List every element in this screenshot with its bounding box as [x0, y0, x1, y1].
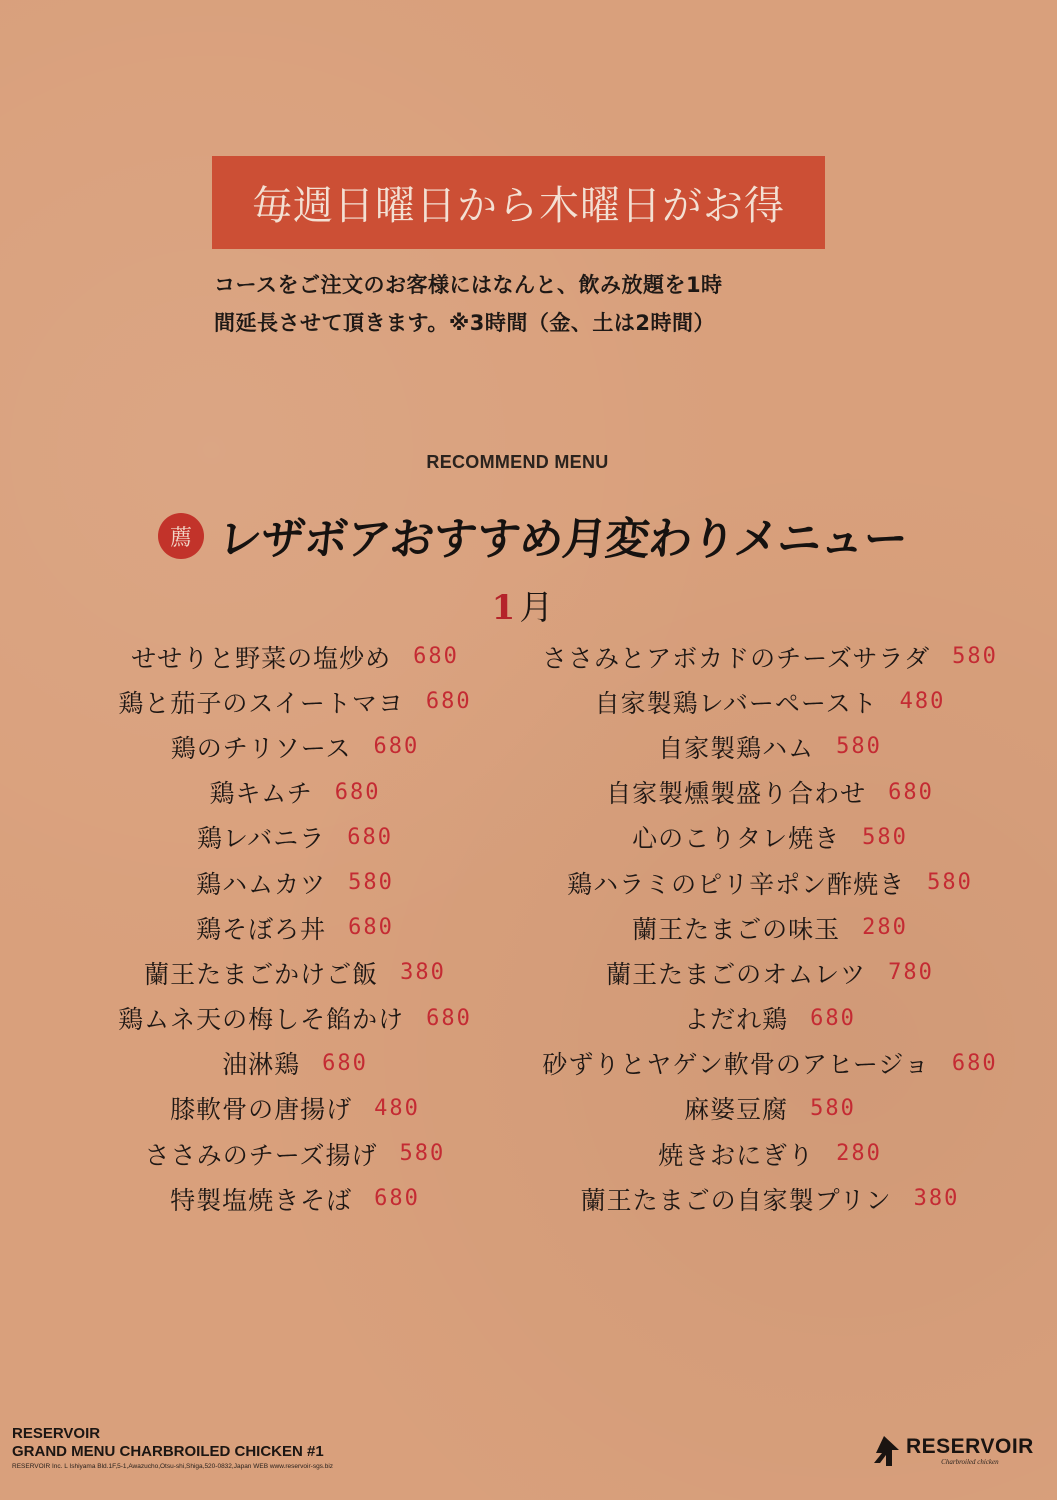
menu-item-price: 680	[334, 779, 381, 805]
promo-note-line-1: コースをご注文のお客様にはなんと、飲み放題を1時	[214, 273, 723, 297]
seal-char: 薦	[169, 525, 192, 551]
menu-item-price: 680	[322, 1050, 368, 1076]
monthly-menu-title: レザボアおすすめ月変わりメニュー	[215, 514, 910, 565]
menu-item	[530, 996, 1010, 1041]
menu-item	[530, 1086, 1010, 1131]
menu-item-price: 580	[810, 1095, 856, 1121]
menu-item	[530, 634, 1010, 679]
recommend-seal-icon	[158, 513, 204, 559]
menu-item-price: 680	[888, 779, 934, 805]
menu-item	[530, 724, 1010, 769]
menu-item	[60, 815, 530, 860]
menu-item	[60, 905, 530, 950]
promo-note-line-2: 間延長させて頂きます。※3時間（金、土は2時間）	[214, 311, 715, 335]
menu-item-name: 焼きおにぎり	[658, 1140, 815, 1170]
footer-address: RESERVOIR Inc. L Ishiyama Bld.1F,5-1,Awazucho,Otsu-shi,Shiga,520-0832,Japan WEB www.reservoir-sgs.biz	[12, 1463, 334, 1470]
menu-item-price: 680	[373, 734, 420, 760]
menu-item-name: 鶏そぼろ丼	[196, 914, 327, 944]
promo-title: 毎週日曜日から木曜日がお得	[252, 183, 785, 229]
menu-item-name: 鶏ハラミのピリ辛ポン酢焼き	[567, 869, 906, 899]
section-label: RECOMMEND MENU	[426, 452, 609, 472]
menu-item-name: よだれ鶏	[684, 1005, 789, 1035]
menu-item	[60, 950, 530, 995]
promo-note	[214, 266, 854, 342]
menu-item-price: 680	[426, 1005, 472, 1031]
menu-item-price: 580	[836, 734, 882, 760]
menu-item-name: ささみのチーズ揚げ	[144, 1140, 378, 1170]
menu-item-price: 380	[913, 1186, 960, 1212]
menu-item	[60, 770, 530, 815]
menu-column-left	[60, 634, 530, 1221]
menu-item	[530, 1041, 1010, 1086]
menu-item-price: 580	[862, 824, 908, 850]
menu-item-price: 580	[348, 870, 394, 896]
menu-item-price: 480	[899, 689, 946, 715]
menu-item-name: 麻婆豆腐	[684, 1095, 789, 1125]
menu-item-price: 680	[951, 1050, 998, 1076]
month-unit: 月	[519, 588, 554, 628]
footer-menu-title: GRAND MENU CHARBROILED CHICKEN #1	[12, 1443, 324, 1460]
menu-item-price: 580	[927, 870, 973, 896]
menu-item-name: 自家製鶏レバーペースト	[594, 688, 878, 718]
footer	[12, 1425, 333, 1470]
menu-item-price: 580	[952, 644, 998, 670]
menu-item	[530, 815, 1010, 860]
menu-item-name: 鶏と茄子のスイートマヨ	[118, 688, 404, 718]
menu-item-price: 680	[413, 644, 459, 670]
menu-item	[60, 1086, 530, 1131]
menu-item	[60, 1131, 530, 1176]
month-number: 1	[491, 588, 516, 628]
menu-item-price: 480	[374, 1095, 420, 1121]
menu-item-name: 膝軟骨の唐揚げ	[170, 1095, 353, 1125]
menu-item	[60, 1176, 530, 1221]
menu-item-name: 砂ずりとヤゲン軟骨のアヒージョ	[542, 1050, 930, 1080]
menu-item-price: 680	[810, 1005, 856, 1031]
menu-item	[530, 1176, 1010, 1221]
menu-item	[60, 1041, 530, 1086]
menu-item	[530, 679, 1010, 724]
menu-item-name: 心のこりタレ焼き	[632, 824, 841, 854]
reservoir-logo-mark-icon	[866, 1433, 902, 1469]
menu-item-name: せせりと野菜の塩炒め	[131, 643, 392, 673]
menu-item-name: 鶏レバニラ	[196, 824, 326, 854]
promo-banner	[212, 156, 825, 249]
menu-item-price: 280	[862, 915, 908, 941]
menu-item-name: 自家製鶏ハム	[658, 733, 815, 763]
menu-item-price: 580	[399, 1141, 446, 1167]
menu-item-name: 鶏キムチ	[209, 779, 313, 809]
logo-text: RESERVOIR	[906, 1434, 1034, 1458]
menu-item	[530, 770, 1010, 815]
footer-brand: RESERVOIR	[12, 1425, 101, 1442]
menu-item-price: 780	[888, 960, 934, 986]
menu-item-name: 蘭王たまごの自家製プリン	[580, 1185, 892, 1215]
menu-item	[60, 860, 530, 905]
menu-item-name: ささみとアボカドのチーズサラダ	[542, 643, 931, 673]
menu-item	[60, 724, 530, 769]
menu-item-name: 油淋鶏	[222, 1050, 301, 1080]
menu-item-price: 680	[374, 1186, 420, 1212]
menu-item-price: 280	[836, 1141, 882, 1167]
menu-item	[60, 996, 530, 1041]
menu-item	[60, 679, 530, 724]
menu-item-name: 蘭王たまごかけご飯	[144, 959, 379, 989]
menu-item-name: 蘭王たまごのオムレツ	[606, 959, 867, 989]
menu-item	[60, 634, 530, 679]
menu-item-name: 鶏ムネ天の梅しそ餡かけ	[118, 1005, 405, 1035]
menu-item-price: 680	[347, 824, 393, 850]
reservoir-logo	[866, 1433, 1034, 1469]
menu-item-name: 自家製燻製盛り合わせ	[606, 779, 867, 809]
menu-item-price: 680	[348, 915, 394, 941]
menu-item-name: 特製塩焼きそば	[170, 1185, 353, 1215]
menu-column-right	[530, 634, 1010, 1221]
menu-item-price: 380	[400, 960, 446, 986]
menu-item-price: 680	[425, 689, 472, 715]
menu-item	[530, 950, 1010, 995]
month-label	[0, 580, 1045, 629]
menu-item-name: 鶏のチリソース	[170, 733, 352, 763]
menu-item	[530, 1131, 1010, 1176]
menu-item	[530, 905, 1010, 950]
menu-item-name: 蘭王たまごの味玉	[632, 914, 841, 944]
logo-subtext: Charbroiled chicken	[941, 1457, 999, 1466]
menu-item	[530, 860, 1010, 905]
menu-item-name: 鶏ハムカツ	[196, 869, 327, 899]
